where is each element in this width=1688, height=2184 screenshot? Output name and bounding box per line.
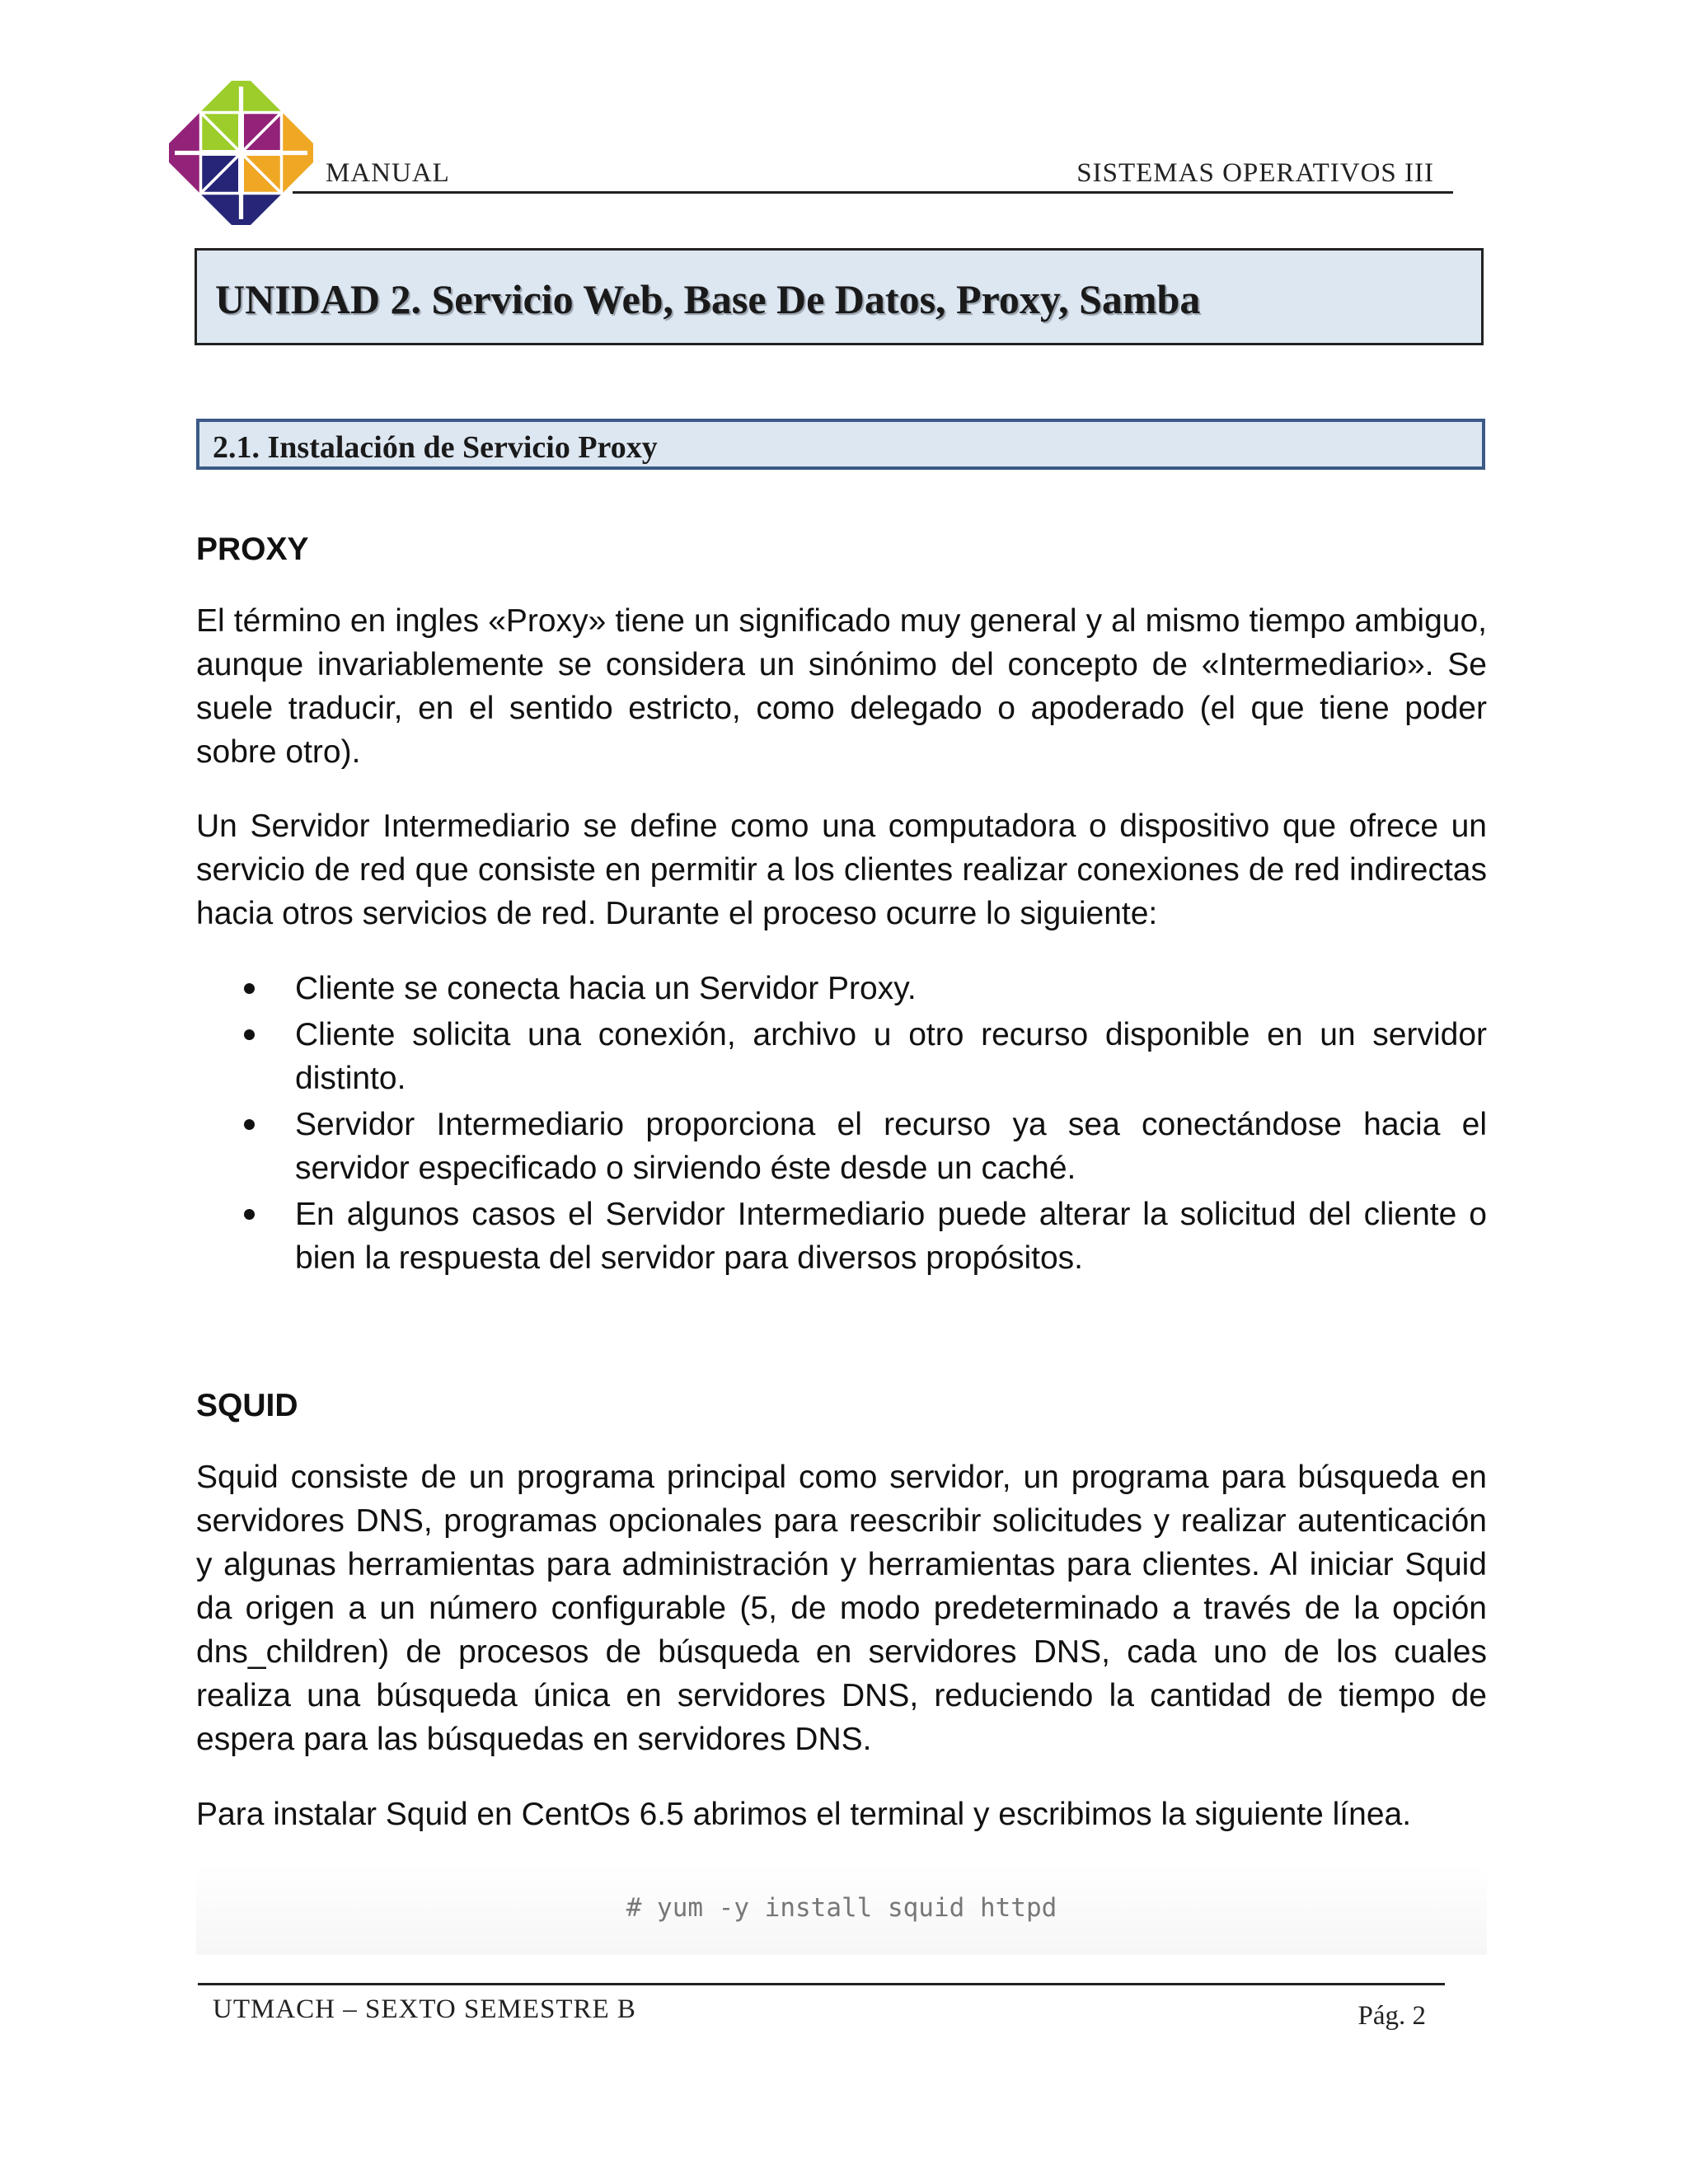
section-title-box (196, 419, 1485, 470)
list-item (196, 1103, 1487, 1190)
unit-title-box (195, 248, 1484, 345)
header-manual-label: MANUAL (326, 158, 450, 188)
centos-logo-icon (169, 81, 313, 225)
header-divider (293, 191, 1453, 194)
proxy-paragraph-2: Un Servidor Intermediario se define como una computadora o dispositivo que ofrece un servicio de red que consiste en permitir a los clientes realizar conexiones de red indirectas hacia otros servicios de red. Durante el proceso ocurre lo siguiente: (196, 808, 1487, 931)
bullet-icon (244, 1119, 255, 1130)
proxy-heading: PROXY (196, 532, 309, 567)
list-item-text: En algunos casos el Servidor Intermediario puede alterar la solicitud del cliente o bien la respuesta del servidor para diversos propósitos. (295, 1197, 1487, 1276)
list-item-text: Cliente solicita una conexión, archivo u otro recurso disponible en un servidor distinto. (295, 1017, 1487, 1096)
bullet-icon (244, 983, 255, 994)
squid-heading: SQUID (196, 1388, 298, 1423)
list-item (196, 967, 1487, 1010)
proxy-process-list (196, 967, 1487, 1282)
header-course-label: SISTEMAS OPERATIVOS III (1076, 158, 1434, 188)
list-item (196, 1193, 1487, 1280)
footer-divider (198, 1983, 1445, 1985)
squid-paragraph-2: Para instalar Squid en CentOs 6.5 abrimos el terminal y escribimos la siguiente línea. (196, 1797, 1412, 1832)
list-item-text: Cliente se conecta hacia un Servidor Proxy. (295, 971, 917, 1006)
bullet-icon (244, 1029, 255, 1040)
page-number: Pág. 2 (1357, 2001, 1426, 2031)
footer-institution: UTMACH – SEXTO SEMESTRE B (213, 1994, 636, 2024)
unit-title: UNIDAD 2. Servicio Web, Base De Datos, Proxy, Samba (215, 276, 1201, 322)
bullet-icon (244, 1209, 255, 1220)
install-command: # yum -y install squid httpd (626, 1893, 1057, 1923)
proxy-paragraph-1: El término en ingles «Proxy» tiene un significado muy general y al mismo tiempo ambiguo, aunque invariablemente se considera un sinónimo del concepto de «Intermediario». Se suele traducir, en el sentido estricto, como delegado o apoderado (el que tiene poder sobre otro). (196, 603, 1487, 770)
command-screenshot (196, 1864, 1487, 1955)
squid-paragraph-1: Squid consiste de un programa principal como servidor, un programa para búsqueda en servidores DNS, programas opcionales para reescribir solicitudes y realizar autenticación y algunas herramientas para administración y herramientas para clientes. Al iniciar Squid da origen a un número configurable (5, de modo predeterminado a través de la opción dns_children) de procesos de búsqueda en servidores DNS, cada uno de los cuales realiza una búsqueda única en servidores DNS, reduciendo la cantidad de tiempo de espera para las búsquedas en servidores DNS. (196, 1460, 1487, 1757)
list-item-text: Servidor Intermediario proporciona el recurso ya sea conectándose hacia el servidor especificado o sirviendo éste desde un caché. (295, 1107, 1487, 1186)
section-title: 2.1. Instalación de Servicio Proxy (213, 430, 658, 465)
list-item (196, 1013, 1487, 1100)
